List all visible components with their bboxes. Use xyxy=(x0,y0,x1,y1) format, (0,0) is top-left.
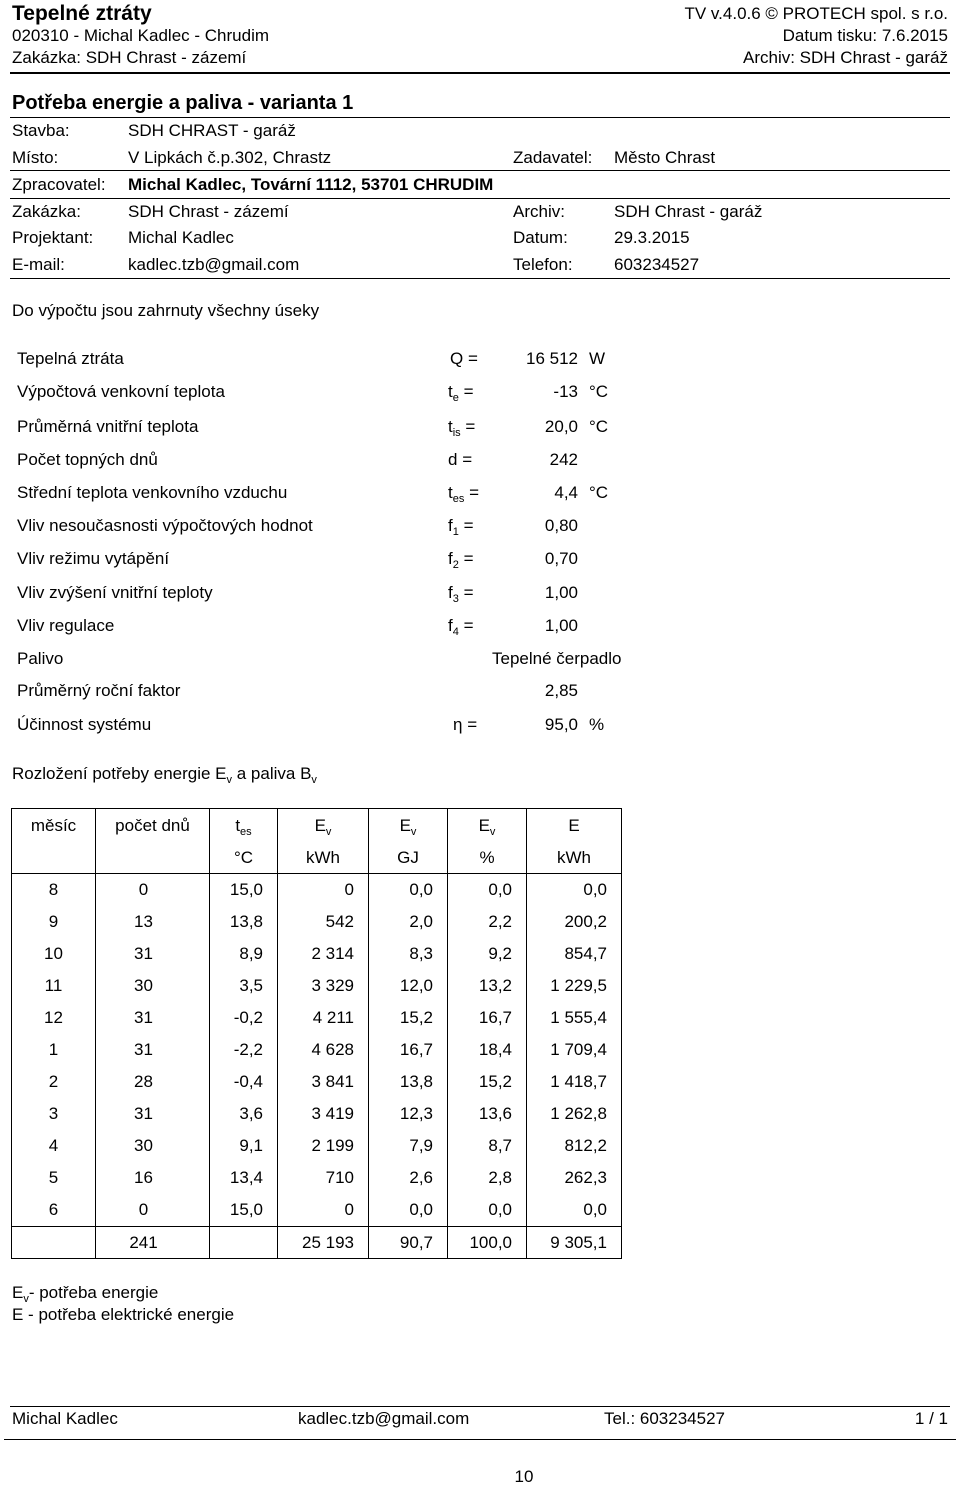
table-row xyxy=(12,1034,622,1066)
email-value: kadlec.tzb@gmail.com xyxy=(128,255,300,274)
table-cell: 13,6 xyxy=(448,1098,527,1130)
table-cell: 4 xyxy=(12,1130,96,1162)
table-cell: 9 xyxy=(12,906,96,938)
table-cell: 1 555,4 xyxy=(527,1002,622,1034)
job-number: 020310 - Michal Kadlec - Chrudim xyxy=(12,26,270,45)
archive-name: Archiv: SDH Chrast - garáž xyxy=(743,48,948,67)
table-cell: 2 314 xyxy=(278,938,369,970)
table-cell: 4 211 xyxy=(278,1002,369,1034)
table-caption: Rozložení potřeby energie $E_v$ a paliva $B_v$ xyxy=(12,764,317,786)
col-header-4: $E_v$ xyxy=(369,809,448,844)
param-value-3: 20,0 xyxy=(544,417,578,436)
footer-page: 1 / 1 xyxy=(914,1409,948,1428)
table-cell: 0,0 xyxy=(448,1194,527,1227)
table-cell: 854,7 xyxy=(527,938,622,970)
table-cell: -0,4 xyxy=(210,1066,278,1098)
table-row xyxy=(12,938,622,970)
table-cell: 812,2 xyxy=(527,1130,622,1162)
total-cell: 25 193 xyxy=(278,1227,369,1259)
table-cell: 1 229,5 xyxy=(527,970,622,1002)
table-cell: 12,3 xyxy=(369,1098,448,1130)
table-cell: 0,0 xyxy=(369,1194,448,1227)
table-cell: 3 841 xyxy=(278,1066,369,1098)
param-label-5: Střední teplota venkovního vzduchu xyxy=(17,483,288,502)
table-row xyxy=(12,874,622,907)
col-header-2: $t_{es}$ xyxy=(210,809,278,844)
software-version: TV v.4.0.6 © PROTECH spol. s r.o. xyxy=(684,4,948,23)
calculation-note: Do výpočtu jsou zahrnuty všechny úseky xyxy=(12,301,320,320)
table-cell: 13,8 xyxy=(369,1066,448,1098)
table-row xyxy=(12,1002,622,1034)
print-date: Datum tisku: 7.6.2015 xyxy=(782,26,948,45)
param-label-10: Palivo xyxy=(17,649,64,668)
param-value-1: 16 512 xyxy=(526,349,578,368)
misto-value: V Lipkách č.p.302, Chrastz xyxy=(128,148,332,167)
table-row xyxy=(12,1098,622,1130)
table-cell: 9,1 xyxy=(210,1130,278,1162)
param-symbol-2: $t_e$ = xyxy=(448,382,474,404)
info-divider-2 xyxy=(10,198,950,199)
table-cell: 3 329 xyxy=(278,970,369,1002)
param-symbol-4: d = xyxy=(448,450,473,469)
table-cell: 15,0 xyxy=(210,874,278,907)
table-cell: 10 xyxy=(12,938,96,970)
table-cell: 13,2 xyxy=(448,970,527,1002)
total-cell xyxy=(210,1227,278,1259)
param-symbol-5: $t_{es}$ = xyxy=(448,483,480,505)
section-title: Potřeba energie a paliva - varianta 1 xyxy=(12,92,354,114)
table-cell: 16,7 xyxy=(369,1034,448,1066)
table-cell: 2,0 xyxy=(369,906,448,938)
param-value-9: 1,00 xyxy=(544,616,578,635)
zpracovatel-label: Zpracovatel: xyxy=(12,175,106,194)
telefon-label: Telefon: xyxy=(513,255,573,274)
param-value-12: 95,0 xyxy=(544,715,578,734)
col-unit-6: kWh xyxy=(527,843,622,874)
table-cell: 13 xyxy=(96,906,210,938)
table-cell: 262,3 xyxy=(527,1162,622,1194)
table-total-row xyxy=(12,1227,622,1259)
table-cell: 18,4 xyxy=(448,1034,527,1066)
param-value-2: -13 xyxy=(553,382,578,401)
col-unit-1 xyxy=(96,843,210,874)
col-unit-5: % xyxy=(448,843,527,874)
table-cell: 30 xyxy=(96,1130,210,1162)
table-cell: 15,2 xyxy=(369,1002,448,1034)
param-unit-12: % xyxy=(589,715,605,734)
archiv-value: SDH Chrast - garáž xyxy=(614,202,763,221)
table-cell: 7,9 xyxy=(369,1130,448,1162)
info-divider-1 xyxy=(10,170,950,171)
table-cell: 9,2 xyxy=(448,938,527,970)
param-unit-5: °C xyxy=(589,483,609,502)
table-cell: 710 xyxy=(278,1162,369,1194)
param-symbol-7: $f_2$ = xyxy=(448,549,474,571)
table-cell: 2 199 xyxy=(278,1130,369,1162)
param-value-6: 0,80 xyxy=(544,516,578,535)
header-divider xyxy=(10,72,950,74)
table-cell: 1 418,7 xyxy=(527,1066,622,1098)
table-cell: 0 xyxy=(96,874,210,907)
zadavatel-label: Zadavatel: xyxy=(513,148,593,167)
table-cell: 0,0 xyxy=(369,874,448,907)
total-cell: 90,7 xyxy=(369,1227,448,1259)
table-cell: 8,9 xyxy=(210,938,278,970)
param-symbol-3: $t_{is}$ = xyxy=(448,417,476,439)
table-cell: 12,0 xyxy=(369,970,448,1002)
zadavatel-value: Město Chrast xyxy=(614,148,716,167)
table-cell: 11 xyxy=(12,970,96,1002)
param-label-9: Vliv regulace xyxy=(17,616,115,635)
total-cell xyxy=(12,1227,96,1259)
table-row xyxy=(12,906,622,938)
footer-divider-bottom xyxy=(4,1439,956,1440)
info-divider-3 xyxy=(10,278,950,279)
col-header-0: měsíc xyxy=(12,809,96,844)
zakazka-value: SDH Chrast - zázemí xyxy=(128,202,289,221)
table-cell: 13,4 xyxy=(210,1162,278,1194)
table-cell: 2,8 xyxy=(448,1162,527,1194)
param-label-1: Tepelná ztráta xyxy=(17,349,124,368)
param-value-8: 1,00 xyxy=(544,583,578,602)
table-cell: 2,6 xyxy=(369,1162,448,1194)
table-cell: 8,3 xyxy=(369,938,448,970)
table-cell: -2,2 xyxy=(210,1034,278,1066)
stavba-value: SDH CHRAST - garáž xyxy=(128,121,296,140)
misto-label: Místo: xyxy=(12,148,59,167)
col-unit-0 xyxy=(12,843,96,874)
title-divider xyxy=(10,117,950,118)
page-number: 10 xyxy=(514,1467,534,1486)
param-label-3: Průměrná vnitřní teplota xyxy=(17,417,199,436)
table-cell: 1 262,8 xyxy=(527,1098,622,1130)
param-label-12: Účinnost systému xyxy=(17,715,152,734)
table-cell: -0,2 xyxy=(210,1002,278,1034)
param-symbol-9: $f_4$ = xyxy=(448,616,474,638)
table-row xyxy=(12,1130,622,1162)
table-cell: 16 xyxy=(96,1162,210,1194)
param-label-6: Vliv nesoučasnosti výpočtových hodnot xyxy=(17,516,313,535)
param-value-11: 2,85 xyxy=(544,681,578,700)
legend-e: E - potřeba elektrické energie xyxy=(12,1305,235,1324)
stavba-label: Stavba: xyxy=(12,121,70,140)
param-value-10: Tepelné čerpadlo xyxy=(492,649,622,668)
table-cell: 0,0 xyxy=(448,874,527,907)
table-cell: 31 xyxy=(96,1002,210,1034)
param-unit-3: °C xyxy=(589,417,609,436)
footer-name: Michal Kadlec xyxy=(12,1409,118,1428)
table-cell: 15,0 xyxy=(210,1194,278,1227)
col-unit-2: °C xyxy=(210,843,278,874)
table-cell: 0 xyxy=(96,1194,210,1227)
table-cell: 6 xyxy=(12,1194,96,1227)
table-cell: 31 xyxy=(96,938,210,970)
table-cell: 542 xyxy=(278,906,369,938)
zakazka-label: Zakázka: xyxy=(12,202,81,221)
total-cell: 100,0 xyxy=(448,1227,527,1259)
col-unit-4: GJ xyxy=(369,843,448,874)
col-unit-3: kWh xyxy=(278,843,369,874)
table-cell: 8 xyxy=(12,874,96,907)
table-cell: 1 xyxy=(12,1034,96,1066)
projektant-label: Projektant: xyxy=(12,228,94,247)
total-cell: 241 xyxy=(96,1227,210,1259)
table-cell: 2 xyxy=(12,1066,96,1098)
table-cell: 0,0 xyxy=(527,874,622,907)
param-symbol-6: $f_1$ = xyxy=(448,516,474,538)
table-row xyxy=(12,1162,622,1194)
email-label: E-mail: xyxy=(12,255,65,274)
param-symbol-12: η = xyxy=(453,715,478,734)
table-cell: 4 628 xyxy=(278,1034,369,1066)
zpracovatel-value: Michal Kadlec, Tovární 1112, 53701 CHRUDIM xyxy=(128,175,494,194)
table-cell: 28 xyxy=(96,1066,210,1098)
param-label-4: Počet topných dnů xyxy=(17,450,158,469)
table-cell: 0 xyxy=(278,874,369,907)
param-label-11: Průměrný roční faktor xyxy=(17,681,181,700)
document-title: Tepelné ztráty xyxy=(12,2,152,25)
table-cell: 3,6 xyxy=(210,1098,278,1130)
param-label-8: Vliv zvýšení vnitřní teploty xyxy=(17,583,213,602)
table-cell: 31 xyxy=(96,1034,210,1066)
energy-table xyxy=(11,808,622,1259)
table-cell: 2,2 xyxy=(448,906,527,938)
footer-email: kadlec.tzb@gmail.com xyxy=(298,1409,470,1428)
table-cell: 5 xyxy=(12,1162,96,1194)
telefon-value: 603234527 xyxy=(614,255,700,274)
table-row xyxy=(12,1066,622,1098)
table-cell: 30 xyxy=(96,970,210,1002)
table-cell: 15,2 xyxy=(448,1066,527,1098)
job-name: Zakázka: SDH Chrast - zázemí xyxy=(12,48,247,67)
table-cell: 200,2 xyxy=(527,906,622,938)
table-row xyxy=(12,970,622,1002)
footer-divider-top xyxy=(10,1406,950,1407)
param-unit-2: °C xyxy=(589,382,609,401)
col-header-3: $E_v$ xyxy=(278,809,369,844)
footer-phone: Tel.: 603234527 xyxy=(604,1409,725,1428)
total-cell: 9 305,1 xyxy=(527,1227,622,1259)
col-header-1: počet dnů xyxy=(96,809,210,844)
param-label-7: Vliv režimu vytápění xyxy=(17,549,170,568)
param-unit-1: W xyxy=(589,349,606,368)
table-cell: 0,0 xyxy=(527,1194,622,1227)
col-header-5: $E_v$ xyxy=(448,809,527,844)
table-cell: 0 xyxy=(278,1194,369,1227)
param-symbol-1: Q = xyxy=(450,349,478,368)
table-cell: 3 xyxy=(12,1098,96,1130)
archiv-label: Archiv: xyxy=(513,202,565,221)
table-cell: 12 xyxy=(12,1002,96,1034)
param-value-5: 4,4 xyxy=(554,483,578,502)
table-cell: 16,7 xyxy=(448,1002,527,1034)
col-header-6: E xyxy=(527,809,622,844)
param-value-7: 0,70 xyxy=(544,549,578,568)
table-cell: 8,7 xyxy=(448,1130,527,1162)
datum-value: 29.3.2015 xyxy=(614,228,690,247)
table-cell: 3 419 xyxy=(278,1098,369,1130)
datum-label: Datum: xyxy=(513,228,568,247)
table-cell: 13,8 xyxy=(210,906,278,938)
param-symbol-8: $f_3$ = xyxy=(448,583,474,605)
param-value-4: 242 xyxy=(549,450,578,469)
table-cell: 1 709,4 xyxy=(527,1034,622,1066)
table-row xyxy=(12,1194,622,1227)
legend-ev: $E_v-$ potřeba energie xyxy=(12,1283,159,1305)
param-label-2: Výpočtová venkovní teplota xyxy=(17,382,225,401)
table-cell: 3,5 xyxy=(210,970,278,1002)
projektant-value: Michal Kadlec xyxy=(128,228,234,247)
table-cell: 31 xyxy=(96,1098,210,1130)
